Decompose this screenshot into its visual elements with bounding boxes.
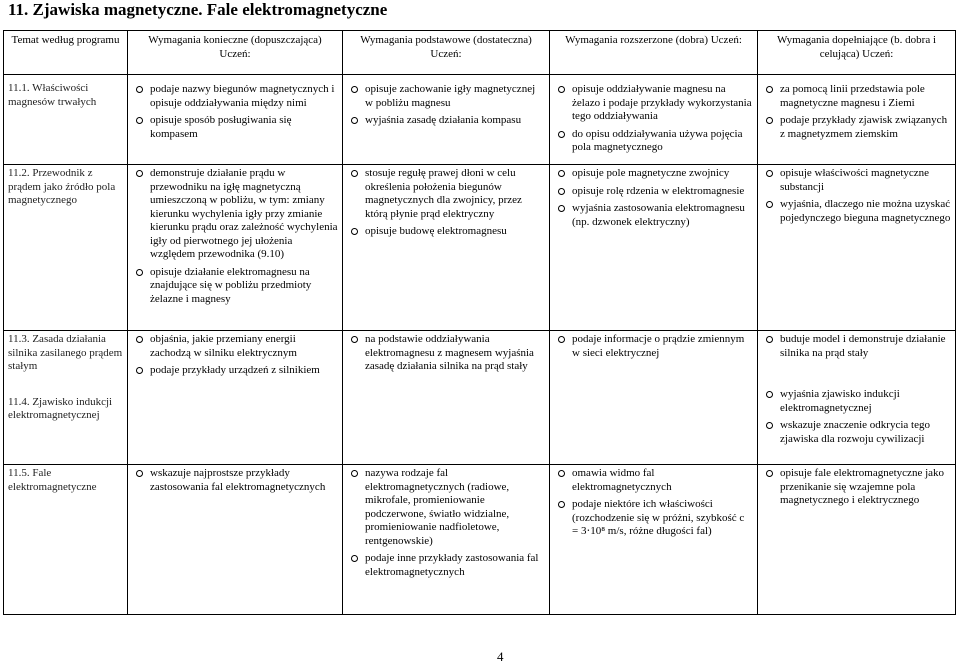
- header-complementary: Wymagania dopełniające (b. dobra i celująca) Uczeń:: [758, 31, 956, 75]
- req-cell: [128, 331, 343, 465]
- list-item: podaje inne przykłady zastosowania fal elektromagnetycznych: [365, 552, 545, 579]
- list-item: opisuje działanie elektromagnesu na znajdujące się w pobliżu przedmioty żelazne i magnesy: [150, 266, 338, 307]
- req-cell: [343, 331, 550, 465]
- req-cell: [550, 465, 758, 615]
- table-row: [4, 331, 956, 465]
- table-row: [4, 165, 956, 331]
- list-item: opisuje rolę rdzenia w elektromagnesie: [572, 185, 753, 199]
- list-item: opisuje zachowanie igły magnetycznej w pobliżu magnesu: [365, 83, 545, 110]
- header-extended: Wymagania rozszerzone (dobra) Uczeń:: [550, 31, 758, 75]
- list-item: do opisu oddziaływania używa pojęcia pola magnetycznego: [572, 128, 753, 155]
- list-item: wskazuje najprostsze przykłady zastosowania fal elektromagnetycznych: [150, 467, 338, 494]
- table-row: [4, 465, 956, 615]
- list-item: wskazuje znaczenie odkrycia tego zjawiska dla rozwoju cywilizacji: [780, 419, 951, 446]
- req-cell: [758, 465, 956, 615]
- req-cell: [343, 75, 550, 165]
- list-item: opisuje właściwości magnetyczne substancji: [780, 167, 951, 194]
- topic-cell: [4, 165, 128, 331]
- header-row: [4, 31, 956, 75]
- list-item: podaje nazwy biegunów magnetycznych i opisuje oddziaływania między nimi: [150, 83, 338, 110]
- list-item: opisuje budowę elektromagnesu: [365, 225, 545, 239]
- topic-cell: [4, 75, 128, 165]
- header-required: Wymagania konieczne (dopuszczająca) Uczeń:: [128, 31, 343, 75]
- list-item: opisuje sposób posługiwania się kompasem: [150, 114, 338, 141]
- req-cell: [550, 75, 758, 165]
- topic-label: 11.2. Przewodnik z prądem jako źródło pola magnetycznego: [8, 167, 116, 206]
- list-item: wyjaśnia zjawisko indukcji elektromagnetycznej: [780, 388, 951, 415]
- list-item: za pomocą linii przedstawia pole magnetyczne magnesu i Ziemi: [780, 83, 951, 110]
- list-item: stosuje regułę prawej dłoni w celu określenia położenia biegunów magnetycznych dla zwojnicy, przez którą płynie prąd elektryczny: [365, 167, 545, 221]
- list-item: wyjaśnia, dlaczego nie można uzyskać pojedynczego bieguna magnetycznego: [780, 198, 951, 224]
- req-cell: [128, 165, 343, 331]
- list-item: opisuje oddziaływanie magnesu na żelazo i podaje przykłady wykorzystania tego oddziaływania: [572, 83, 752, 122]
- list-item: nazywa rodzaje fal elektromagnetycznych (radiowe, mikrofale, promieniowanie podczerwone, światło widzialne, promieniowanie nadfioletowe, rentgenowskie): [365, 467, 545, 548]
- list-item: opisuje fale elektromagnetyczne jako przenikanie się wzajemne pola magnetycznego i elektrycznego: [780, 467, 951, 508]
- req-cell: [550, 331, 758, 465]
- topic-label: 11.1. Właściwości magnesów trwałych: [8, 82, 97, 108]
- topic-label: 11.4. Zjawisko indukcji elektromagnetycznej: [8, 395, 113, 421]
- topic-label: 11.5. Fale elektromagnetyczne: [8, 467, 97, 493]
- req-cell: [128, 75, 343, 165]
- req-cell: [343, 465, 550, 615]
- list-item: objaśnia, jakie przemiany energii zachodzą w silniku elektrycznym: [150, 333, 338, 360]
- topic-label: 11.3. Zasada działania silnika zasilanego prądem stałym: [8, 333, 123, 372]
- req-cell: [758, 331, 956, 465]
- req-cell: [128, 465, 343, 615]
- page-title: 11. Zjawiska magnetyczne. Fale elektromagnetyczne: [8, 0, 388, 19]
- list-item: podaje niektóre ich właściwości (rozchodzenie się w próżni, szybkość c = 3⋅10⁸ m/s, różne długości fal): [572, 498, 753, 539]
- topic-cell: [4, 465, 128, 615]
- header-topic: Temat według programu: [4, 31, 128, 75]
- list-item: podaje przykłady zjawisk związanych z magnetyzmem ziemskim: [780, 114, 951, 141]
- list-item: wyjaśnia zasadę działania kompasu: [365, 114, 545, 128]
- req-cell: [758, 75, 956, 165]
- list-item: podaje przykłady urządzeń z silnikiem: [150, 364, 338, 378]
- page-number: 4: [497, 649, 504, 664]
- list-item: buduje model i demonstruje działanie silnika na prąd stały: [780, 333, 951, 360]
- topic-cell: [4, 331, 128, 465]
- req-cell: [343, 165, 550, 331]
- req-cell: [758, 165, 956, 331]
- list-item: wyjaśnia zastosowania elektromagnesu (np. dzwonek elektryczny): [572, 202, 753, 229]
- list-item: na podstawie oddziaływania elektromagnesu z magnesem wyjaśnia zasadę działania silnika na prąd stały: [365, 333, 545, 374]
- list-item: opisuje pole magnetyczne zwojnicy: [572, 167, 753, 181]
- req-cell: [550, 165, 758, 331]
- table-row: [4, 75, 956, 165]
- list-item: omawia widmo fal elektromagnetycznych: [572, 467, 753, 494]
- list-item: podaje informacje o prądzie zmiennym w sieci elektrycznej: [572, 333, 753, 360]
- list-item: demonstruje działanie prądu w przewodniku na igłę magnetyczną umieszczoną w pobliżu, w tym: zmiany kierunku wychylenia igły przy zmianie kierunku prądu oraz zależność wychylenia igły od pierwotnego jej ułożenia względem przewodnika (9.10): [150, 167, 338, 260]
- header-basic: Wymagania podstawowe (dostateczna) Uczeń:: [343, 31, 550, 75]
- requirements-table: [3, 30, 956, 615]
